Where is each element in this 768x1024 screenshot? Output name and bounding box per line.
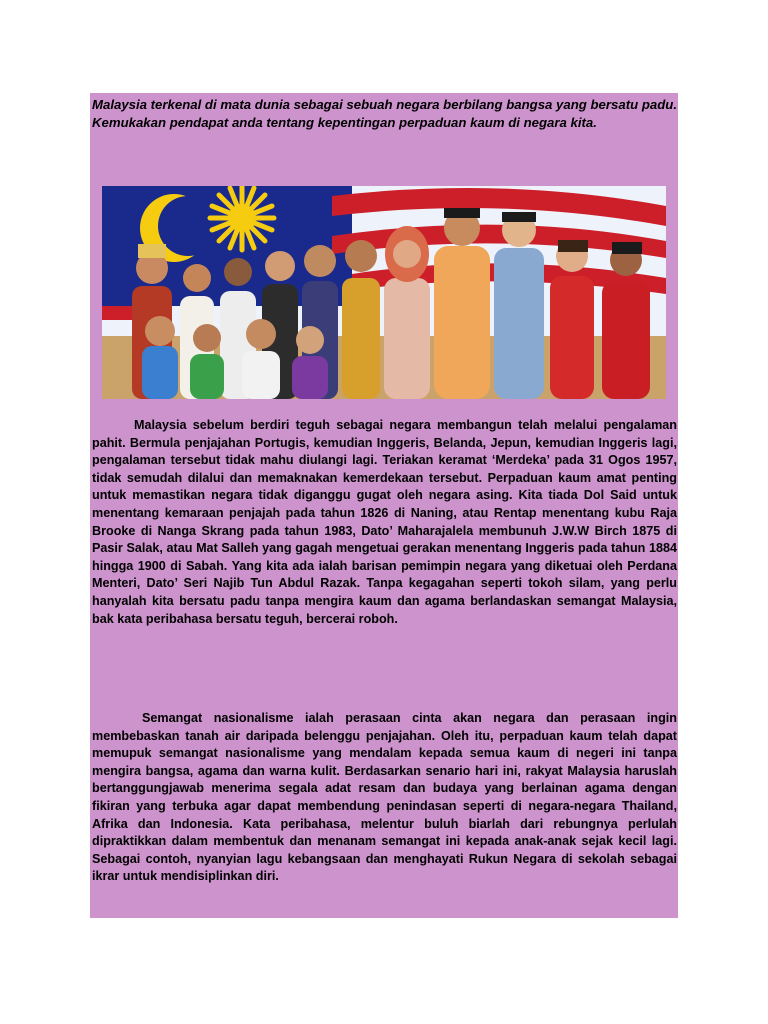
paragraph-2: Semangat nasionalisme ialah perasaan cinta akan negara dan perasaan ingin membebaskan tanah air daripada belenggu penjajahan. Oleh itu, perpaduan kaum telah dapat memupuk semangat nasionalisme yang mendalam kepada semua kaum di negeri ini tanpa mengira bangsa, agama dan warna kulit. Berdasarkan senario hari ini, rakyat Malaysia haruslah bertanggungjawab menerima segala adat resam dan budaya yang berlainan agama dengan fikiran yang terbuka agar dapat membendung penindasan seperti di negara-negara Thailand, Afrika dan Indonesia. Kata peribahasa, melentur buluh biarlah dari rebungnya perlulah dipraktikkan dalam membentuk dan menanam semangat ini kepada anak-anak sejak kecil lagi. Sebagai contoh, nyanyian lagu kebangsaan dan menghayati Rukun Negara di sekolah sebagai ikrar untuk mendisiplinkan diri. [92, 711, 677, 884]
unity-photo [102, 186, 666, 399]
paragraph-1: Malaysia sebelum berdiri teguh sebagai negara membangun telah melalui pengalaman pahit. Bermula penjajahan Portugis, kemudian Inggeris, Belanda, Jepun, kemudian Inggeris lagi, pengalaman tersebut tidak mahu diulangi lagi. Teriakan keramat ‘Merdeka’ pada 31 Ogos 1957, tidak semudah dilalui dan memaknakan kemerdekaan tersebut. Perpaduan kaum amat penting untuk memastikan negara tidak diganggu gugat oleh negara asing. Kita tiada Dol Said untuk menentang kemaraan penjajah pada tahun 1826 di Naning, atau Rentap menentang kubu Raja Brooke di Nanga Skrang pada tahun 1983, Dato’ Maharajalela membunuh J.W.W Birch 1875 di Pasir Salak, atau Mat Salleh yang gagah mengetuai gerakan menentang Inggeris pada tahun 1884 hingga 1900 di Sabah. Yang kita ada ialah barisan pemimpin negara yang diketuai oleh Perdana Menteri, Dato’ Seri Najib Tun Abdul Razak. Tanpa kegagahan seperti tokoh silam, yang perlu hanyalah kita bersatu padu tanpa mengira kaum dan agama berlandaskan semangat Malaysia, bak kata peribahasa bersatu teguh, bercerai roboh. [92, 418, 677, 626]
star-icon [210, 186, 274, 250]
essay-question: Malaysia terkenal di mata dunia sebagai sebuah negara berbilang bangsa yang bersatu padu. Kemukakan pendapat anda tentang kepentingan perpaduan kaum di negara kita. [92, 97, 677, 130]
unity-photo-illustration [102, 186, 666, 399]
